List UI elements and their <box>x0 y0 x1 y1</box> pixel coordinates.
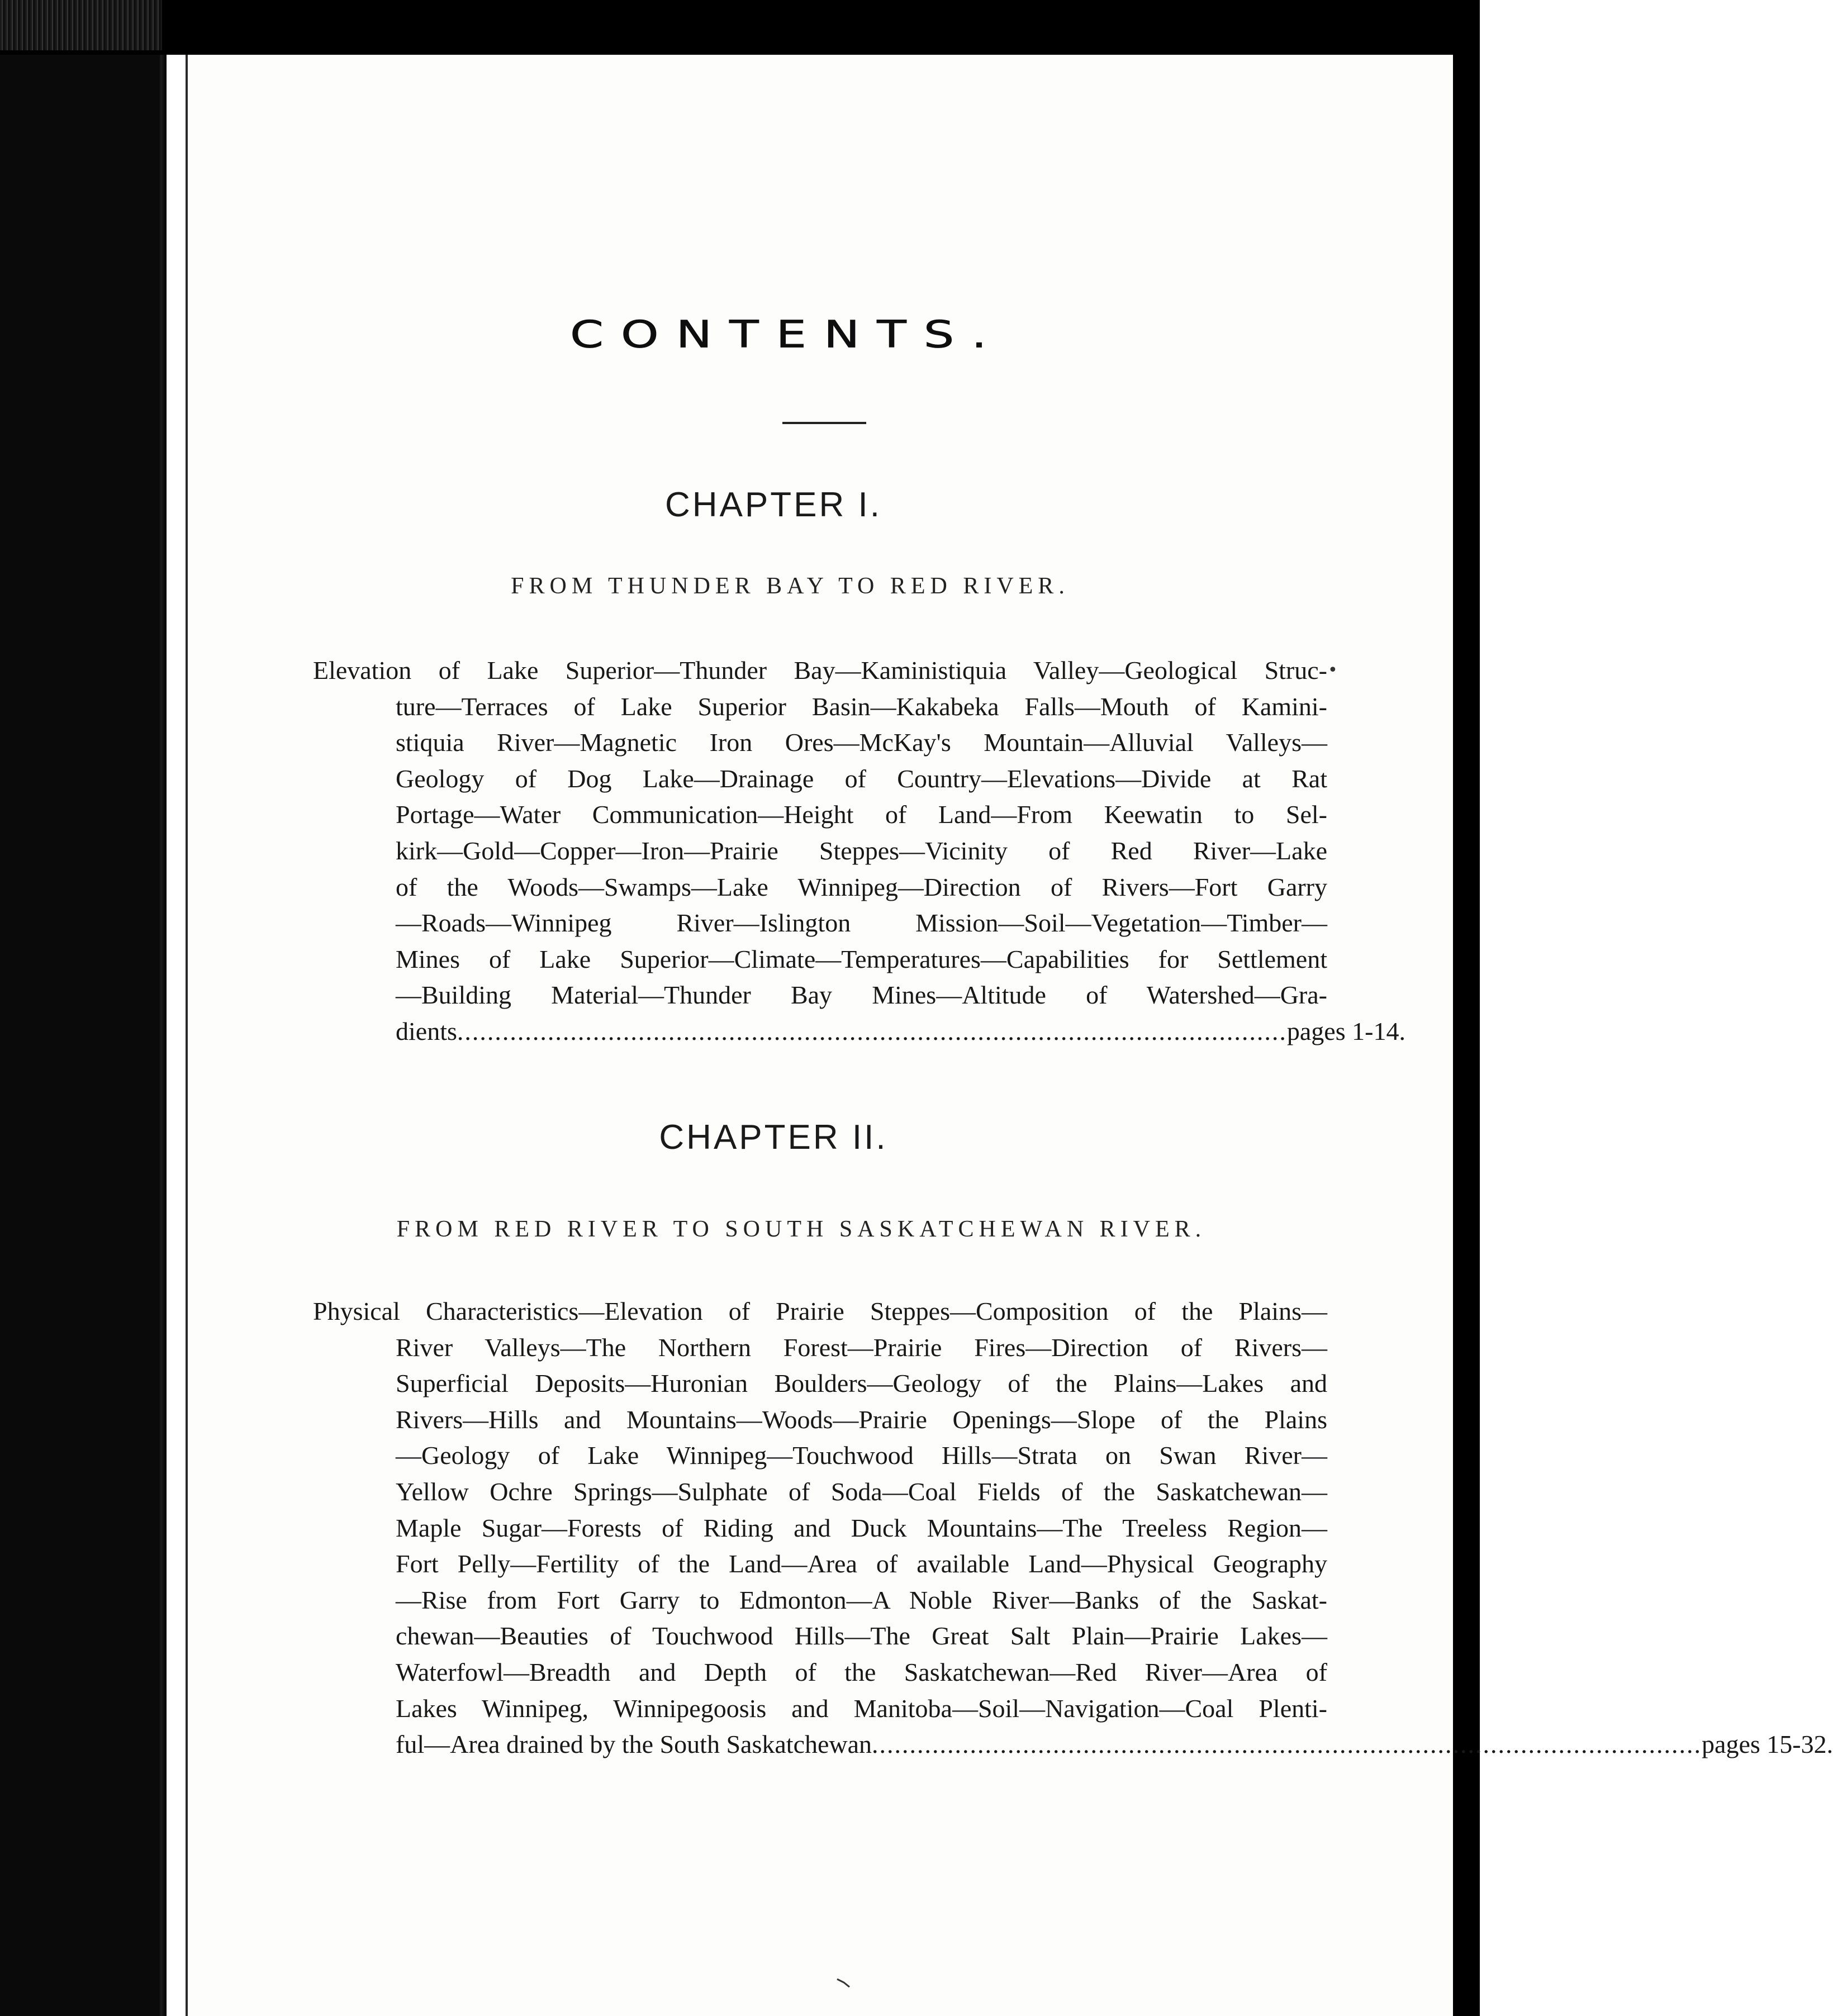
chapter-2-summary <box>313 1294 1833 1763</box>
chapter-2-title: CHAPTER II. <box>659 1118 888 1157</box>
page-range: pages 15-32. <box>1702 1730 1833 1759</box>
title-divider <box>782 422 866 424</box>
summary-line: —Rise from Fort Garry to Edmonton—A Noble River—Banks of the Saskat- <box>396 1585 1327 1614</box>
summary-line: —Roads—Winnipeg River—Islington Mission—Soil—Vegetation—Timber— <box>396 909 1327 938</box>
chapter-1-subtitle: FROM THUNDER BAY TO RED RIVER. <box>511 573 1070 599</box>
summary-line: Maple Sugar—Forests of Riding and Duck Mountains—The Treeless Region— <box>396 1513 1327 1542</box>
summary-line: Rivers—Hills and Mountains—Woods—Prairie Openings—Slope of the Plains <box>396 1405 1327 1434</box>
scan-speck-mark: • <box>1328 660 1338 680</box>
page-title: CONTENTS. <box>570 313 1004 356</box>
chapter-1-title: CHAPTER I. <box>665 486 882 524</box>
summary-line: stiquia River—Magnetic Iron Ores—McKay's Mountain—Alluvial Valleys— <box>396 728 1327 757</box>
summary-line: Lakes Winnipeg, Winnipegoosis and Manitoba—Soil—Navigation—Coal Plenti- <box>396 1694 1327 1723</box>
summary-line: of the Woods—Swamps—Lake Winnipeg—Direction of Rivers—Fort Garry <box>396 872 1327 901</box>
summary-line: River Valleys—The Northern Forest—Prairie Fires—Direction of Rivers— <box>396 1333 1327 1362</box>
summary-line: Elevation of Lake Superior—Thunder Bay—Kaministiquia Valley—Geological Struc- <box>313 656 1327 684</box>
scan-speck-mark <box>836 1978 852 1988</box>
dot-leader: .............................................................................................................. <box>457 1016 1287 1045</box>
scan-border-left <box>0 0 167 2016</box>
summary-line: Yellow Ochre Springs—Sulphate of Soda—Coal Fields of the Saskatchewan— <box>396 1477 1327 1506</box>
summary-last-line <box>396 1727 1833 1763</box>
summary-line: Portage—Water Communication—Height of Land—From Keewatin to Sel- <box>396 800 1327 829</box>
summary-line: Mines of Lake Superior—Climate—Temperatures—Capabilities for Settlement <box>396 944 1327 973</box>
summary-line: ture—Terraces of Lake Superior Basin—Kakabeka Falls—Mouth of Kamini- <box>396 692 1327 721</box>
summary-line: chewan—Beauties of Touchwood Hills—The Great Salt Plain—Prairie Lakes— <box>396 1622 1327 1651</box>
chapter-2-subtitle: FROM RED RIVER TO SOUTH SASKATCHEWAN RIVER. <box>396 1216 1207 1242</box>
scan-border-right <box>1453 0 1480 2016</box>
summary-last-line <box>396 1014 1405 1050</box>
summary-line: Waterfowl—Breadth and Depth of the Saskatchewan—Red River—Area of <box>396 1657 1327 1686</box>
summary-line: Fort Pelly—Fertility of the Land—Area of available Land—Physical Geography <box>396 1549 1327 1578</box>
summary-line: kirk—Gold—Copper—Iron—Prairie Steppes—Vicinity of Red River—Lake <box>396 836 1327 865</box>
summary-line: Physical Characteristics—Elevation of Prairie Steppes—Composition of the Plains— <box>313 1297 1327 1325</box>
dot-leader: .............................................................................................................. <box>872 1730 1702 1759</box>
summary-line-end: ful—Area drained by the South Saskatchewan <box>396 1730 872 1759</box>
summary-line: —Building Material—Thunder Bay Mines—Altitude of Watershed—Gra- <box>396 981 1327 1010</box>
summary-line-end: dients <box>396 1016 457 1045</box>
scan-border-top <box>0 0 1480 55</box>
summary-line: Superficial Deposits—Huronian Boulders—Geology of the Plains—Lakes and <box>396 1369 1327 1398</box>
chapter-1-summary <box>313 653 1405 1050</box>
summary-line: —Geology of Lake Winnipeg—Touchwood Hills—Strata on Swan River— <box>396 1441 1327 1470</box>
summary-line: Geology of Dog Lake—Drainage of Country—Elevations—Divide at Rat <box>396 764 1327 793</box>
page-range: pages 1-14. <box>1286 1016 1405 1045</box>
